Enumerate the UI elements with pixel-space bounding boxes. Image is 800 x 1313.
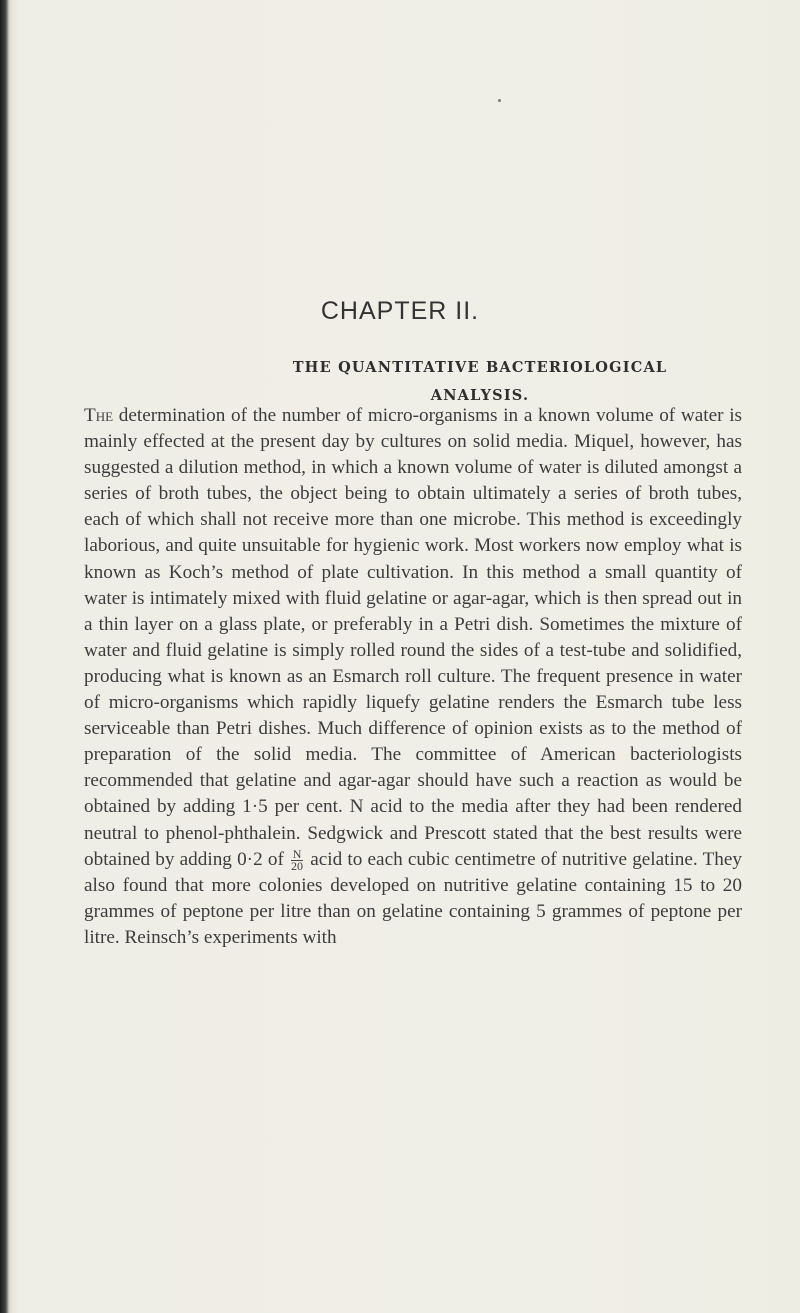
body-text-part-2: acid to each cubic centimetre of nutritive gelatine. They also found that more colonies developed on nutritive gelatine containing 15 to 20 grammes of peptone per litre than on gelatine containing 5 grammes of peptone per litre. Reinsch’s experiments with	[84, 848, 742, 948]
section-title-line-2: ANALYSIS.	[430, 387, 530, 404]
opening-word: The	[84, 405, 114, 426]
section-title	[260, 354, 700, 410]
paper-speck	[498, 99, 501, 102]
fraction-numerator: N	[292, 846, 302, 861]
chapter-title: CHAPTER II.	[320, 297, 480, 325]
fraction-n-over-20	[291, 846, 304, 873]
section-title-line-1: THE QUANTITATIVE BACTERIOLOGICAL	[292, 359, 668, 376]
fraction-denominator: 20	[291, 858, 304, 873]
body-paragraph	[84, 403, 742, 951]
body-text-part-1: determination of the number of micro-organisms in a known volume of water is mainly effected at the present day by cultures on solid media. Miquel, however, has suggested a dilution method, in which a known volume of water is diluted amongst a series of broth tubes, the object being to obtain ultimately a series of broth tubes, each of which shall not receive more than one microbe. This method is exceedingly laborious, and quite unsuitable for hygienic work. Most workers now employ what is known as Koch’s method of plate cultivation. In this method a small quantity of water is intimately mixed with fluid gelatine or agar-agar, which is then spread out in a thin layer on a glass plate, or preferably in a Petri dish. Sometimes the mixture of water and fluid gelatine is simply rolled round the sides of a test-tube and solidified, producing what is known as an Esmarch roll culture. The frequent presence in water of micro-organisms which rapidly liquefy gelatine renders the Esmarch tube less serviceable than Petri dishes. Much difference of opinion exists as to the method of preparation of the solid media. The committee of American bacteriologists recommended that gelatine and agar-agar should have such a reaction as would be obtained by adding 1·5 per cent. N acid to the media after they had been rendered neutral to phenol-phthalein. Sedgwick and Prescott stated that the best results were obtained by adding 0·2 of	[84, 405, 742, 870]
book-binding-edge	[0, 0, 9, 1313]
